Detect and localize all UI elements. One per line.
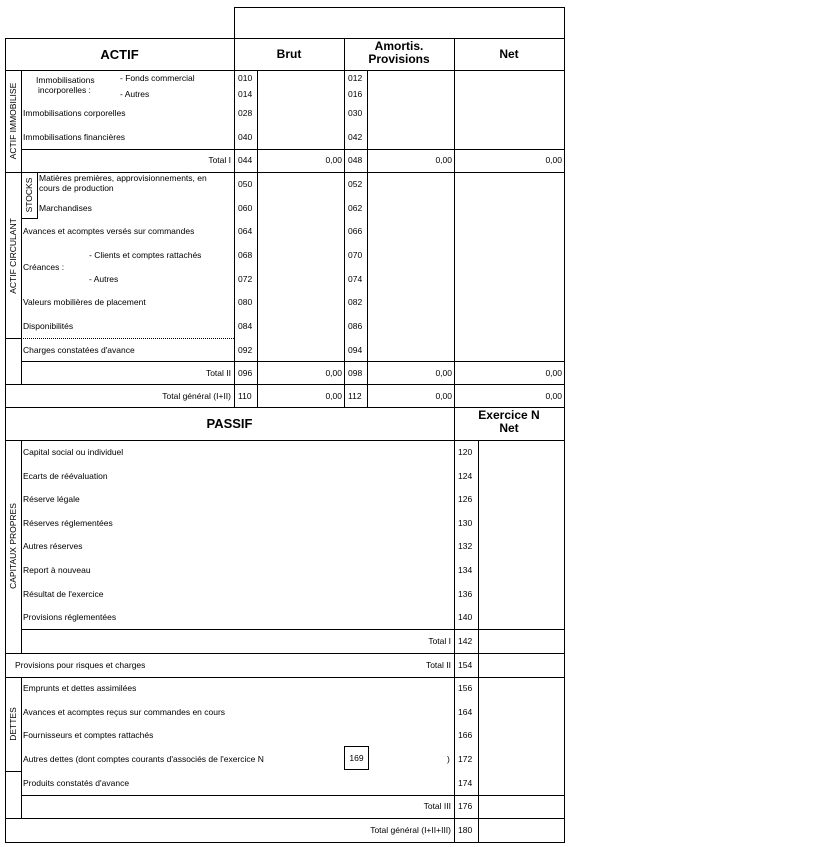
capitaux-item-label: Réserves réglementées bbox=[23, 518, 113, 528]
net-header: Net bbox=[499, 47, 519, 61]
code-180: 180 bbox=[458, 825, 473, 835]
code-080: 080 bbox=[238, 297, 253, 307]
code-052: 052 bbox=[348, 179, 363, 189]
rule bbox=[234, 38, 235, 408]
capitaux-item-label: Réserve légale bbox=[23, 494, 80, 504]
corporelles-label: Immobilisations corporelles bbox=[23, 108, 126, 118]
capitaux-item-label: Ecarts de réévaluation bbox=[23, 471, 108, 481]
total-ii-net-value: 0,00 bbox=[545, 368, 562, 378]
code-050: 050 bbox=[238, 179, 253, 189]
code-010: 010 bbox=[238, 73, 253, 83]
rule bbox=[454, 38, 455, 408]
matieres-label-line1: Matières premières, approvisionnements, en bbox=[39, 173, 207, 183]
code-092: 092 bbox=[238, 345, 253, 355]
capitaux-item-code: 130 bbox=[458, 518, 473, 528]
amortis-header-line2: Provisions bbox=[368, 52, 430, 66]
dettes-item-code: 166 bbox=[458, 730, 473, 740]
actif-circulant-label: ACTIF CIRCULANT bbox=[8, 218, 18, 294]
code-060: 060 bbox=[238, 203, 253, 213]
rule bbox=[5, 440, 565, 441]
rule bbox=[478, 440, 479, 843]
total-i-brut-value: 0,00 bbox=[325, 155, 342, 165]
dotted-rule bbox=[21, 338, 234, 339]
code-012: 012 bbox=[348, 73, 363, 83]
code-048: 048 bbox=[348, 155, 363, 165]
closing-parenthesis: ) bbox=[447, 754, 450, 764]
code-028: 028 bbox=[238, 108, 253, 118]
total-ii-amort-value: 0,00 bbox=[435, 368, 452, 378]
total-ii-label: Total II bbox=[205, 368, 231, 378]
dettes-item-label: Autres dettes (dont comptes courants d'associés de l'exercice N bbox=[23, 754, 264, 764]
code-176: 176 bbox=[458, 801, 473, 811]
total-general-actif-label: Total général (I+II) bbox=[162, 391, 231, 401]
code-042: 042 bbox=[348, 132, 363, 142]
rule bbox=[21, 218, 38, 219]
provisions-risques-label: Provisions pour risques et charges bbox=[15, 660, 146, 670]
charges-constatees-label: Charges constatées d'avance bbox=[23, 345, 135, 355]
incorporelles-label-line2: incorporelles : bbox=[38, 85, 91, 95]
dettes-item-code: 172 bbox=[458, 754, 473, 764]
rule bbox=[454, 407, 455, 843]
total-i-amort-value: 0,00 bbox=[435, 155, 452, 165]
code-086: 086 bbox=[348, 321, 363, 331]
total-general-amort-value: 0,00 bbox=[435, 391, 452, 401]
code-154: 154 bbox=[458, 660, 473, 670]
passif-total-iii-label: Total III bbox=[423, 801, 451, 811]
rule bbox=[234, 7, 565, 8]
passif-total-i-label: Total I bbox=[428, 636, 451, 646]
total-general-net-value: 0,00 bbox=[545, 391, 562, 401]
rule bbox=[5, 384, 565, 385]
rule bbox=[5, 677, 565, 678]
rule bbox=[21, 149, 565, 150]
rule bbox=[21, 677, 22, 819]
code-064: 064 bbox=[238, 226, 253, 236]
actif-immobilise-label: ACTIF IMMOBILISE bbox=[8, 82, 18, 160]
rule bbox=[257, 70, 258, 408]
dettes-item-label: Produits constatés d'avance bbox=[23, 778, 130, 788]
passif-title: PASSIF bbox=[206, 416, 253, 431]
rule bbox=[21, 795, 565, 796]
avances-versees-label: Avances et acomptes versés sur commandes bbox=[23, 226, 195, 236]
rule bbox=[367, 70, 368, 408]
code-040: 040 bbox=[238, 132, 253, 142]
dettes-item-code: 174 bbox=[458, 778, 473, 788]
capitaux-item-code: 126 bbox=[458, 494, 473, 504]
code-016: 016 bbox=[348, 89, 363, 99]
creances-autres-label: - Autres bbox=[89, 274, 119, 284]
stocks-label: STOCKS bbox=[24, 177, 34, 213]
code-084: 084 bbox=[238, 321, 253, 331]
total-general-brut-value: 0,00 bbox=[325, 391, 342, 401]
fonds-commercial-label: - Fonds commercial bbox=[120, 73, 195, 83]
rule bbox=[5, 338, 22, 339]
marchandises-label: Marchandises bbox=[39, 203, 92, 213]
rule bbox=[5, 38, 565, 39]
capitaux-item-code: 140 bbox=[458, 612, 473, 622]
code-074: 074 bbox=[348, 274, 363, 284]
rule bbox=[5, 653, 565, 654]
code-098: 098 bbox=[348, 368, 363, 378]
code-096: 096 bbox=[238, 368, 253, 378]
code-068: 068 bbox=[238, 250, 253, 260]
capitaux-item-code: 132 bbox=[458, 541, 473, 551]
actif-title: ACTIF bbox=[100, 47, 139, 62]
incorporelles-label-line1: Immobilisations bbox=[36, 75, 95, 85]
capitaux-item-label: Report à nouveau bbox=[23, 565, 91, 575]
matieres-label-line2: cours de production bbox=[39, 183, 114, 193]
code-014: 014 bbox=[238, 89, 253, 99]
code-070: 070 bbox=[348, 250, 363, 260]
rule bbox=[234, 7, 235, 39]
rule bbox=[21, 70, 22, 173]
creances-label: Créances : bbox=[23, 262, 65, 272]
rule bbox=[21, 361, 565, 362]
dettes-item-label: Avances et acomptes reçus sur commandes en cours bbox=[23, 707, 226, 717]
capitaux-item-code: 134 bbox=[458, 565, 473, 575]
total-ii-brut-value: 0,00 bbox=[325, 368, 342, 378]
dettes-item-code: 156 bbox=[458, 683, 473, 693]
rule bbox=[5, 771, 22, 772]
capitaux-item-label: Capital social ou individuel bbox=[23, 447, 124, 457]
disponibilites-label: Disponibilités bbox=[23, 321, 74, 331]
rule bbox=[344, 38, 345, 408]
total-general-passif-label: Total général (I+II+III) bbox=[370, 825, 451, 835]
rule bbox=[5, 842, 565, 843]
rule bbox=[37, 172, 38, 218]
dettes-label: DETTES bbox=[8, 707, 18, 741]
financieres-label: Immobilisations financières bbox=[23, 132, 126, 142]
rule bbox=[21, 440, 22, 653]
capitaux-propres-label: CAPITAUX PROPRES bbox=[8, 503, 18, 589]
dettes-item-code: 164 bbox=[458, 707, 473, 717]
outer-right-border bbox=[564, 7, 565, 843]
dettes-item-label: Fournisseurs et comptes rattachés bbox=[23, 730, 154, 740]
brut-header: Brut bbox=[276, 47, 302, 61]
amortis-header-line1: Amortis. bbox=[374, 39, 424, 53]
capitaux-item-label: Provisions réglementées bbox=[23, 612, 117, 622]
code-112: 112 bbox=[348, 391, 362, 401]
exercice-header-line2: Net bbox=[499, 421, 519, 435]
code-094: 094 bbox=[348, 345, 363, 355]
code-066: 066 bbox=[348, 226, 363, 236]
exercice-header-line1: Exercice N bbox=[478, 408, 540, 422]
total-i-label: Total I bbox=[208, 155, 231, 165]
code-110: 110 bbox=[238, 391, 252, 401]
code-142: 142 bbox=[458, 636, 473, 646]
rule bbox=[21, 629, 565, 630]
incorporelles-autres-label: - Autres bbox=[120, 89, 150, 99]
code-044: 044 bbox=[238, 155, 253, 165]
code-169-box: 169 bbox=[344, 746, 369, 770]
rule bbox=[5, 818, 565, 819]
rule bbox=[21, 172, 22, 385]
clients-label: - Clients et comptes rattachés bbox=[89, 250, 202, 260]
dettes-item-label: Emprunts et dettes assimilées bbox=[23, 683, 137, 693]
passif-total-ii-label: Total II bbox=[425, 660, 451, 670]
capitaux-item-code: 120 bbox=[458, 447, 473, 457]
code-030: 030 bbox=[348, 108, 363, 118]
capitaux-item-code: 136 bbox=[458, 589, 473, 599]
code-072: 072 bbox=[238, 274, 253, 284]
code-082: 082 bbox=[348, 297, 363, 307]
code-062: 062 bbox=[348, 203, 363, 213]
capitaux-item-label: Résultat de l'exercice bbox=[23, 589, 104, 599]
rule bbox=[5, 70, 565, 71]
capitaux-item-code: 124 bbox=[458, 471, 473, 481]
total-i-net-value: 0,00 bbox=[545, 155, 562, 165]
capitaux-item-label: Autres réserves bbox=[23, 541, 83, 551]
vmp-label: Valeurs mobilières de placement bbox=[23, 297, 146, 307]
